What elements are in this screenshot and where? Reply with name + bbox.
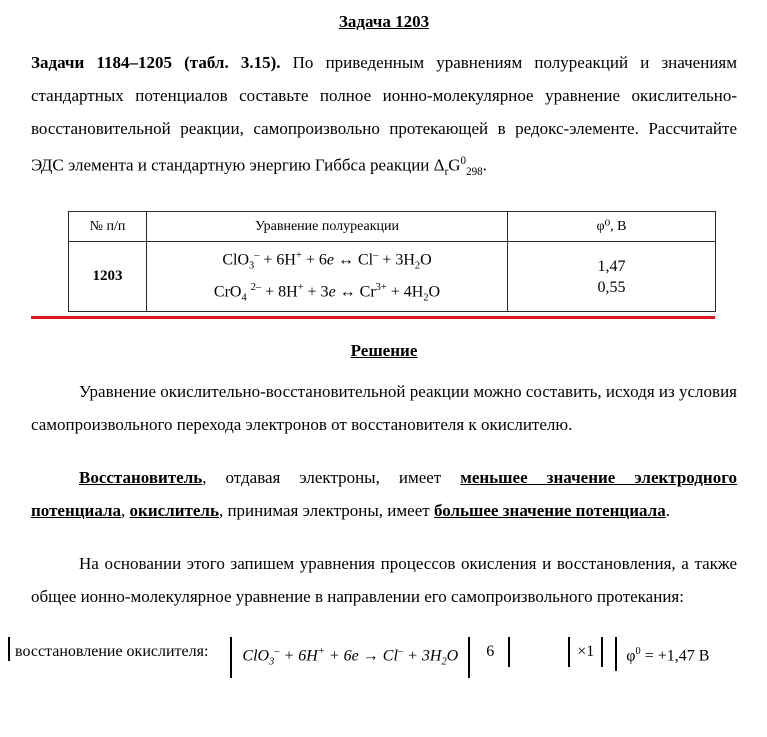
potential-value: $\varphi^0 = +1,47$ В (615, 637, 709, 671)
half-reaction-table (68, 211, 716, 312)
multiplier: ×1 (568, 637, 603, 667)
solution-heading: Решение (350, 341, 418, 361)
solution-paragraph-3: На основании этого запишем уравнения процессов окисления и восстановления, а также общее ионно-молекулярное уравнение в направлении его самопроизвольного протекания: (31, 554, 737, 607)
solution-paragraph-1: Уравнение окислительно-восстановительной реакции можно составить, исходя из условия самопроизвольного перехода электронов от восстановителя к окислителю. (31, 382, 737, 435)
electron-count: 6 (470, 637, 510, 667)
reduction-label: восстановление окислителя: (15, 643, 209, 661)
intro-paragraph: Задачи 1184–1205 (табл. 3.15). По приведенным уравнениям полуреакций и значениям стандартных потенциалов составьте полное ионно-молекулярное уравнение окислительно-восстановительной реакции, самопроизвольно протекающей в редокс-элементе. Рассчитайте ЭДС элемента и стандартную энергию Гиббса реакции $\Delta_rG^0_{298}$. (31, 53, 737, 179)
reduction-equation: $ClO_3^- + 6H^+ + 6e \to Cl^- + 3H_2O$ (230, 637, 470, 678)
oxidizer-reduction-row (8, 637, 737, 678)
header-equation: Уравнение полуреакции (147, 212, 508, 242)
header-potential: φ⁰, В (508, 212, 716, 242)
system-brace (8, 637, 10, 661)
solution-paragraph-2: Восстановитель, отдавая электроны, имеет меньшее значение электродного потенциала, окислитель, принимая электроны, имеет большее значение потенциала. (31, 468, 737, 521)
red-divider (31, 316, 715, 319)
potential-1: 1,47 (597, 257, 626, 275)
page-title: Задача 1203 (338, 12, 430, 31)
table-row (69, 242, 716, 312)
table-header-row (69, 212, 716, 242)
potentials-cell (508, 242, 716, 312)
half-reaction-2: CrO$_4$ $^{2-}$ + 8H+ + 3e ↔ $Cr^{3+} + 4H_2O$ (213, 281, 441, 304)
problem-number-cell: 1203 (69, 242, 147, 312)
half-reaction-1: ClO$_3$– + 6H+ + 6e ↔ $Cl^- + 3H_2O$ (222, 250, 432, 272)
header-number: № п/п (69, 212, 147, 242)
potential-2: 0,55 (597, 278, 626, 296)
equations-cell (147, 242, 508, 312)
